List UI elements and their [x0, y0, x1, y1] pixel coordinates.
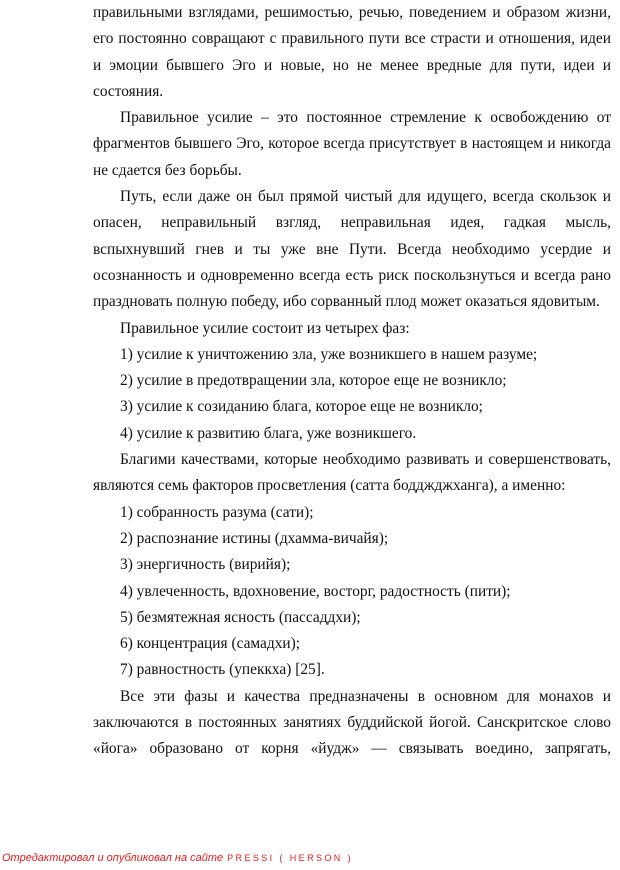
paragraph-3: Путь, если даже он был прямой чистый для идущего, всегда скользок и опасен, неправильный взгляд, неправильная идея, гадкая мысль, вспыхнувший гнев и ты уже вне Пути. Всегда необходимо усердие и осознанность и одновременно всегда есть риск поскользнуться и всегда рано праздновать полную победу, ибо сорванный плод может оказаться ядовитым.: [93, 188, 611, 311]
footer-site-link[interactable]: PRESSI ( HERSON ): [227, 853, 353, 863]
factor-item: 4) увлеченность, вдохновение, восторг, радостность (пити);: [120, 582, 511, 600]
phase-item: 1) усилие к уничтожению зла, уже возникшего в нашем разуме;: [120, 345, 538, 363]
factor-item: 3) энергичность (вирийя);: [120, 556, 291, 574]
paragraph-1: правильными взглядами, решимостью, речью, поведением и образом жизни, его постоянно совращают с правильного пути все страсти и отношения, идеи и эмоции бывшего Эго и новые, но не менее вредные для пути, идеи и состояния.: [93, 4, 611, 100]
footer-text: Отредактировал и опубликовал на сайте: [2, 852, 224, 864]
paragraph-2: Правильное усилие – это постоянное стремление к освобождению от фрагментов бывшего Эго, которое всегда присутствует в настоящем и никогда не сдается без борьбы.: [93, 109, 611, 179]
factor-item: 6) концентрация (самадхи);: [120, 635, 301, 653]
factor-item: 7) равностность (упеккха) [25].: [120, 661, 325, 679]
factors-intro: Благими качествами, которые необходимо развивать и совершенствовать, являются семь факторов просветления (сатта бодджджханга), а именно:: [93, 451, 611, 495]
factor-item: 5) безмятежная ясность (пассаддхи);: [120, 608, 361, 626]
paragraph-last: Все эти фазы и качества предназначены в основном для монахов и заключаются в постоянных занятиях буддийской йогой. Санскритское слово «йога» образовано от корня «йудж» — связывать воедино, запрягать,: [93, 687, 611, 758]
factor-item: 1) собранность разума (сати);: [120, 503, 314, 521]
phases-intro: Правильное усилие состоит из четырех фаз:: [120, 319, 410, 337]
footer-credit: [2, 852, 353, 864]
phase-item: 2) усилие в предотвращении зла, которое еще не возникло;: [120, 372, 507, 390]
phase-item: 3) усилие к созиданию блага, которое еще не возникло;: [120, 398, 483, 416]
factor-item: 2) распознание истины (дхамма-вичайя);: [120, 529, 389, 547]
body-text: [93, 0, 611, 763]
phase-item: 4) усилие к развитию блага, уже возникшего.: [120, 424, 417, 442]
